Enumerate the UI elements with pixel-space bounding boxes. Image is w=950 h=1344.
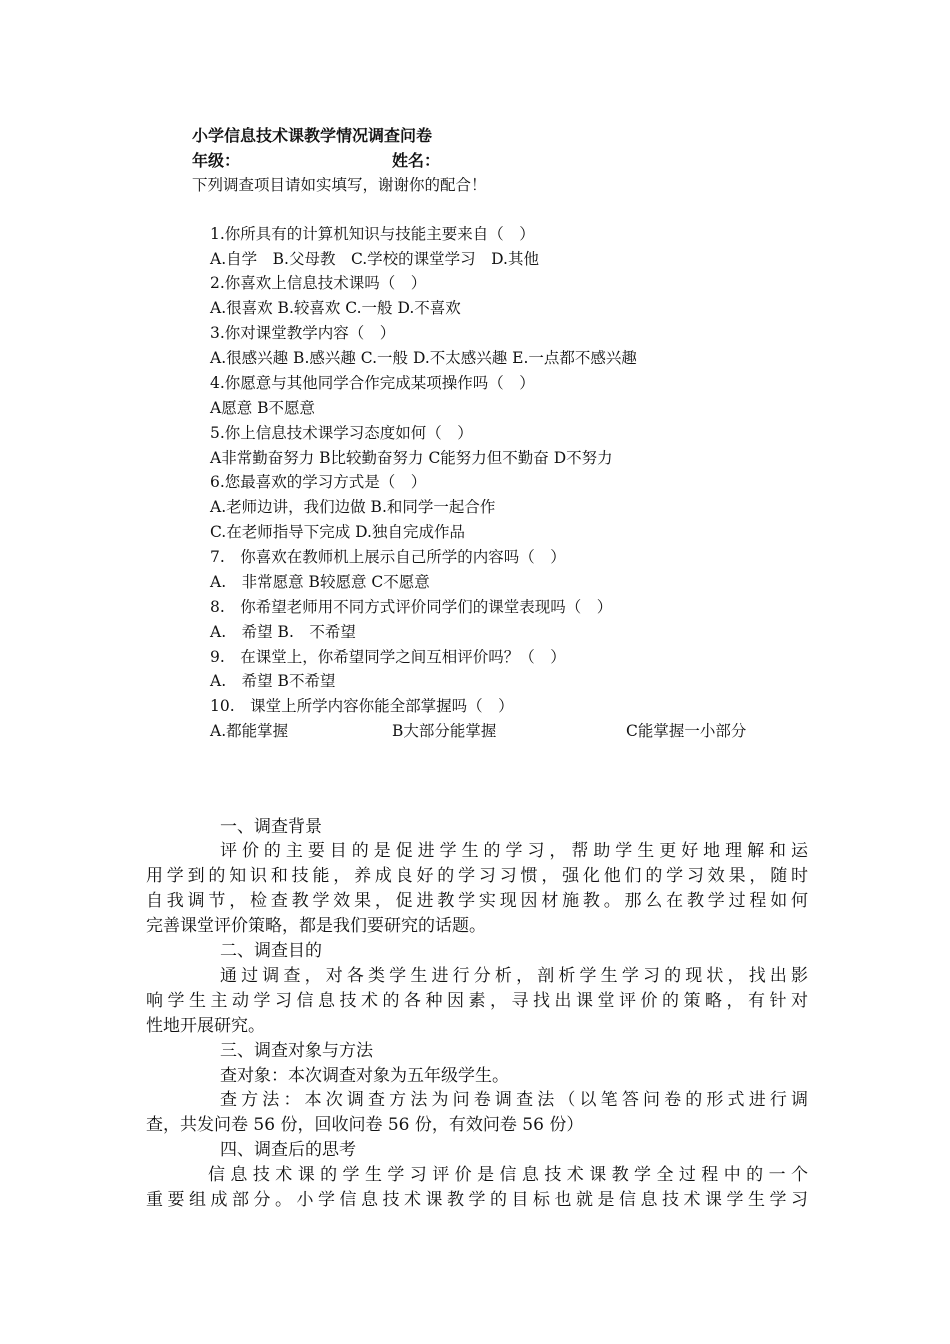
background-line-1: 评价的主要目的是促进学生的学习，帮助学生更好地理解和运 [220, 841, 808, 861]
question-10: 10. 课堂上所学内容你能全部掌握吗（ ） [210, 697, 514, 715]
question-10-option-c: C能掌握一小部分 [626, 722, 747, 740]
question-6: 6.您最喜欢的学习方式是（ ） [210, 473, 427, 491]
section-heading-subjects-methods: 三、调查对象与方法 [220, 1041, 373, 1061]
grade-label: 年级： [192, 151, 241, 170]
reflection-line-2: 重要组成部分。小学信息技术课教学的目标也就是信息技术课学生学习 [146, 1190, 808, 1210]
question-9-options: A. 希望 B不希望 [210, 672, 336, 690]
section-heading-background: 一、调查背景 [220, 817, 322, 837]
question-9: 9. 在课堂上，你希望同学之间互相评价吗？（ ） [210, 648, 566, 666]
background-line-4: 完善课堂评价策略，都是我们要研究的话题。 [146, 916, 486, 936]
question-6-options-a: A.老师边讲，我们边做 B.和同学一起合作 [210, 498, 496, 516]
question-5-options: A非常勤奋努力 B比较勤奋努力 C能努力但不勤奋 D不努力 [210, 449, 613, 467]
question-5: 5.你上信息技术课学习态度如何（ ） [210, 424, 473, 442]
question-8-options: A. 希望 B. 不希望 [210, 623, 356, 641]
question-1: 1.你所具有的计算机知识与技能主要来自（ ） [210, 225, 535, 243]
question-2: 2.你喜欢上信息技术课吗（ ） [210, 274, 427, 292]
question-1-options: A.自学 B.父母教 C.学校的课堂学习 D.其他 [210, 250, 539, 268]
reflection-line-1: 信息技术课的学生学习评价是信息技术课教学全过程中的一个 [208, 1165, 808, 1185]
question-10-option-b: B大部分能掌握 [392, 722, 497, 740]
section-heading-purpose: 二、调查目的 [220, 941, 322, 961]
name-label: 姓名： [392, 151, 441, 170]
survey-method-line-1: 查方法：本次调查方法为问卷调查法（以笔答问卷的形式进行调 [220, 1090, 808, 1110]
question-10-option-a: A.都能掌握 [210, 722, 289, 740]
question-8: 8. 你希望老师用不同方式评价同学们的课堂表现吗（ ） [210, 598, 613, 616]
question-6-options-b: C.在老师指导下完成 D.独自完成作品 [210, 523, 465, 541]
purpose-line-1: 通过调查，对各类学生进行分析，剖析学生学习的现状，找出影 [220, 966, 808, 986]
section-heading-reflection: 四、调查后的思考 [220, 1140, 356, 1160]
background-line-3: 自我调节，检查教学效果，促进教学实现因材施教。那么在教学过程如何 [146, 891, 808, 911]
survey-subjects: 查对象：本次调查对象为五年级学生。 [220, 1066, 509, 1086]
purpose-line-3: 性地开展研究。 [146, 1016, 265, 1036]
question-2-options: A.很喜欢 B.较喜欢 C.一般 D.不喜欢 [210, 299, 461, 317]
purpose-line-2: 响学生主动学习信息技术的各种因素，寻找出课堂评价的策略，有针对 [146, 991, 808, 1011]
survey-method-line-2: 查，共发问卷 56 份，回收问卷 56 份，有效问卷 56 份） [146, 1115, 584, 1135]
survey-title: 小学信息技术课教学情况调查问卷 [192, 126, 433, 145]
survey-intro: 下列调查项目请如实填写，谢谢你的配合！ [192, 176, 487, 194]
question-4: 4.你愿意与其他同学合作完成某项操作吗（ ） [210, 374, 535, 392]
question-7: 7. 你喜欢在教师机上展示自己所学的内容吗（ ） [210, 548, 566, 566]
question-4-options: A愿意 B不愿意 [210, 399, 316, 417]
question-7-options: A. 非常愿意 B较愿意 C不愿意 [210, 573, 430, 591]
background-line-2: 用学到的知识和技能，养成良好的学习习惯，强化他们的学习效果，随时 [146, 866, 808, 886]
question-3: 3.你对课堂教学内容（ ） [210, 324, 396, 342]
question-3-options: A.很感兴趣 B.感兴趣 C.一般 D.不太感兴趣 E.一点都不感兴趣 [210, 349, 637, 367]
